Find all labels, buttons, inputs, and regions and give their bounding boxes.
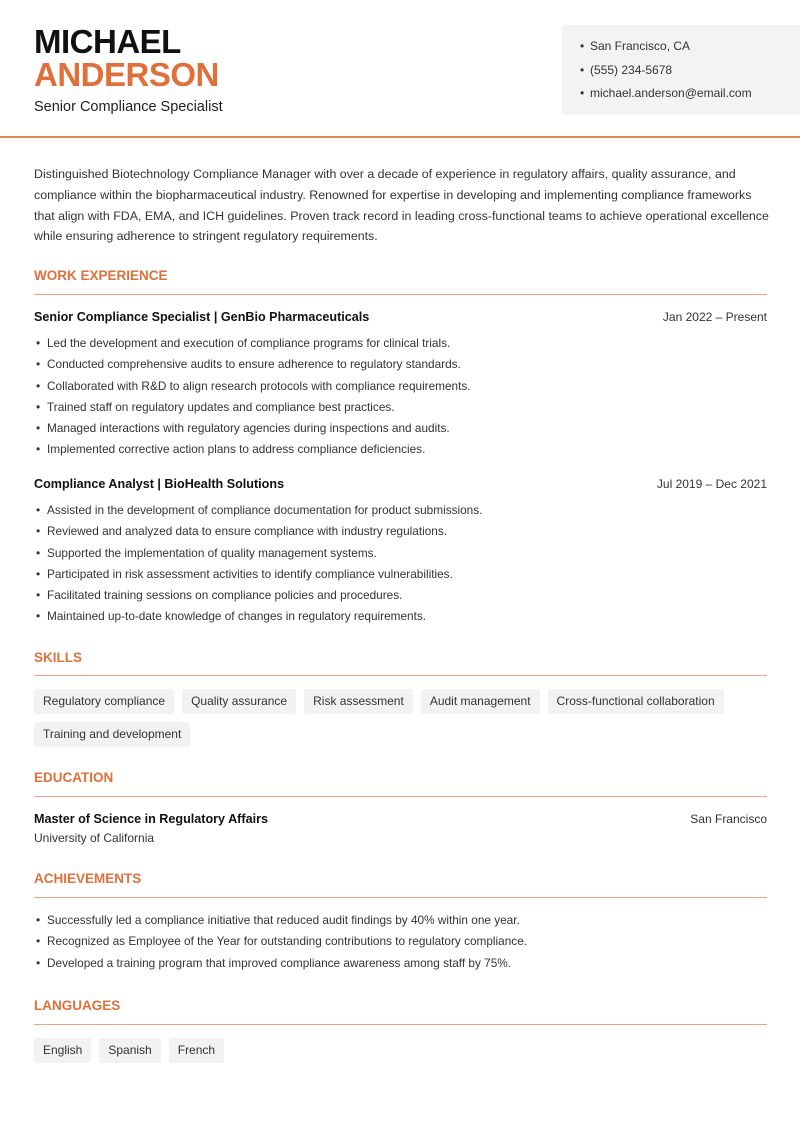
last-name: ANDERSON: [34, 56, 219, 93]
skill-tag: Risk assessment: [304, 689, 413, 714]
contact-email: • michael.anderson@email.com: [580, 86, 752, 100]
skill-tag: Quality assurance: [182, 689, 296, 714]
section-divider: [34, 294, 767, 295]
job-bullets-1: [36, 336, 776, 464]
list-item: • Conducted comprehensive audits to ensure adherence to regulatory standards.: [36, 357, 776, 378]
school: University of California: [34, 831, 155, 845]
bullet-icon: •: [580, 86, 585, 100]
list-item: • Supported the implementation of quality management systems.: [36, 546, 776, 567]
language-tag: English: [34, 1038, 91, 1063]
skill-tag: Audit management: [421, 689, 540, 714]
skill-tag: Cross-functional collaboration: [548, 689, 724, 714]
work-experience-heading: WORK EXPERIENCE: [34, 268, 168, 283]
list-item: • Successfully led a compliance initiative that reduced audit findings by 40% within one year.: [36, 913, 776, 934]
job-title-2: Compliance Analyst | BioHealth Solutions: [34, 477, 285, 491]
bullet-icon: •: [580, 62, 585, 77]
job-title: Senior Compliance Specialist: [34, 99, 223, 115]
bullet-icon: •: [36, 588, 41, 603]
bullet-icon: •: [36, 955, 41, 970]
skill-tag: Training and development: [34, 722, 190, 747]
bullet-icon: •: [36, 913, 41, 927]
contact-location: • San Francisco, CA: [580, 39, 691, 53]
languages-heading: LANGUAGES: [34, 998, 121, 1013]
bullet-icon: •: [36, 566, 41, 581]
list-item: • Led the development and execution of compliance programs for clinical trials.: [36, 336, 776, 357]
list-item: • Developed a training program that improved compliance awareness among staff by 75%.: [36, 956, 776, 977]
achievements-heading: ACHIEVEMENTS: [34, 871, 142, 886]
language-tag: French: [169, 1038, 224, 1063]
contact-box: [562, 25, 800, 115]
list-item: • Facilitated training sessions on compliance policies and procedures.: [36, 588, 776, 609]
education-heading: EDUCATION: [34, 770, 114, 785]
contact-phone: • (555) 234-5678: [580, 62, 673, 77]
education-location: San Francisco: [690, 812, 767, 826]
list-item: • Managed interactions with regulatory agencies during inspections and audits.: [36, 421, 776, 442]
resume-header: [0, 0, 800, 138]
first-name: MICHAEL: [34, 23, 181, 60]
list-item: • Recognized as Employee of the Year for outstanding contributions to regulatory compliance.: [36, 934, 776, 955]
job-dates-2: Jul 2019 – Dec 2021: [656, 477, 767, 491]
list-item: • Assisted in the development of compliance documentation for product submissions.: [36, 503, 776, 524]
bullet-icon: •: [580, 39, 585, 53]
list-item: • Trained staff on regulatory updates and compliance best practices.: [36, 400, 776, 421]
summary-paragraph: Distinguished Biotechnology Compliance Manager with over a decade of experience in regulatory affairs, quality assurance, and compliance within the biopharmaceutical industry. Renowned for expertise in developing and implementing compliance frameworks that align with FDA, EMA, and ICH guidelines. Proven track record in leading cross-functional teams to achieve operational excellence while ensuring adherence to stringent regulatory requirements.: [34, 167, 769, 244]
job-title-1: Senior Compliance Specialist | GenBio Pharmaceuticals: [34, 310, 370, 324]
skill-tag: Regulatory compliance: [34, 689, 174, 714]
section-divider: [34, 675, 767, 676]
bullet-icon: •: [36, 545, 41, 560]
bullet-icon: •: [36, 442, 41, 457]
achievements-list: [36, 913, 776, 977]
bullet-icon: •: [36, 399, 41, 414]
language-tag: Spanish: [99, 1038, 160, 1063]
bullet-icon: •: [36, 357, 41, 372]
list-item: • Maintained up-to-date knowledge of changes in regulatory requirements.: [36, 609, 776, 630]
list-item: • Collaborated with R&D to align research protocols with compliance requirements.: [36, 379, 776, 400]
bullet-icon: •: [36, 378, 41, 393]
bullet-icon: •: [36, 609, 41, 624]
section-divider: [34, 897, 767, 898]
skills-heading: SKILLS: [34, 650, 83, 665]
section-divider: [34, 796, 767, 797]
bullet-icon: •: [36, 421, 41, 436]
job-dates-1: Jan 2022 – Present: [662, 310, 767, 324]
bullet-icon: •: [36, 934, 41, 949]
bullet-icon: •: [36, 524, 41, 539]
section-divider: [34, 1024, 767, 1025]
list-item: • Implemented corrective action plans to address compliance deficiencies.: [36, 442, 776, 463]
list-item: • Reviewed and analyzed data to ensure compliance with industry regulations.: [36, 524, 776, 545]
bullet-icon: •: [36, 336, 41, 350]
list-item: • Participated in risk assessment activities to identify compliance vulnerabilities.: [36, 567, 776, 588]
language-tags: [34, 1038, 774, 1063]
job-bullets-2: [36, 503, 776, 631]
degree: Master of Science in Regulatory Affairs: [34, 812, 268, 826]
skills-tags: [34, 689, 774, 747]
bullet-icon: •: [36, 503, 41, 517]
